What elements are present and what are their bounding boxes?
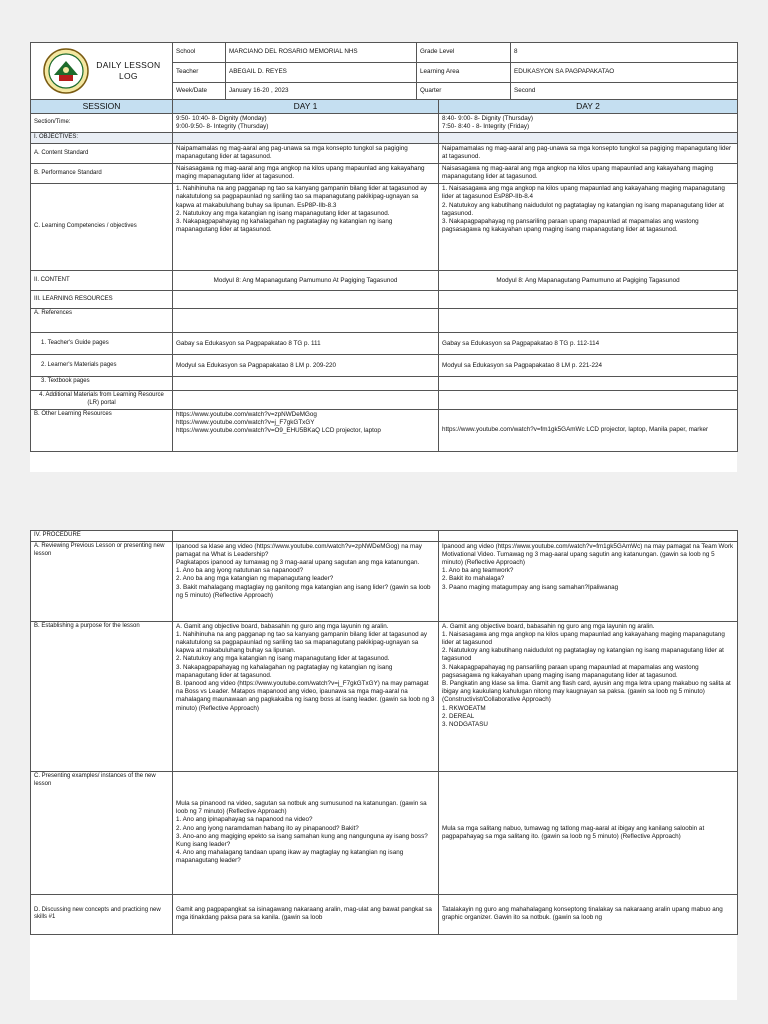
performance-standard-day1: Naisasagawa ng mag-aaral ang mga angkop na kilos upang mapaunlad ang kakayahang maging mapanagutang lider at tagasunod. [173, 164, 439, 184]
content-standard-label: A. Content Standard [31, 144, 173, 164]
objectives-day2 [439, 133, 738, 144]
purpose-line: 2. Natutukoy ang mga katangian ng isang mapanagutang lider at tagasunod. [176, 655, 390, 663]
quarter-value: Second [511, 83, 738, 100]
quarter-label: Quarter [417, 83, 511, 100]
review-line: 3. Bakit mahalagang magtaglay ng ganitong mga katangian ang isang lider? (gawin sa loob ng 5 minuto) (Reflective Approach) [176, 583, 431, 599]
competency-item: 3. Nakapagpapahayag ng pansariling paraan upang mapaunlad at mapamalas ang wastong pagsasagawa ng kakayahan upang maging isang mapanagutang lider at tagasunod. [442, 217, 699, 234]
competency-item: 2. Natutukoy ang mga katangian ng isang mapanagutang lider at tagasunod. [176, 209, 390, 217]
review-day1 [173, 541, 439, 621]
content-standard-day1: Naipamamalas ng mag-aaral ang pag-unawa sa mga konsepto tungkol sa pagiging mapanagutang lider at tagasunod. [173, 144, 439, 164]
discussing-day1: Gamit ang pagpapangkat sa isinagawang nakaraang aralin, mag-ulat ang bawat pangkat sa mga itinakdang paksa para sa kanila. (gawin sa loob [173, 894, 439, 934]
section-time-day1-line: 9:00-9:50- 8- Integrity (Thursday) [176, 123, 269, 131]
review-line: 2. Ano ba ang mga katangian ng mapanagutang leader? [176, 575, 334, 583]
teachers-guide-label: 1. Teacher's Guide pages [31, 333, 173, 355]
review-line: Ipanood sa klase ang video (https://www.youtube.com/watch?v=zpNWDeMGog) na may pamagat na What is Leadership? [176, 542, 422, 558]
resource-link[interactable]: https://www.youtube.com/watch?v=j_F7gkGTxGY [176, 418, 315, 426]
references-label: A. References [31, 309, 173, 333]
additional-materials-day2 [439, 391, 738, 410]
review-line: Pagkatapos ipanood ay tumawag ng 3 mag-aaral upang sagutan ang mga katanungan. [176, 559, 420, 567]
grade-level-label: Grade Level [417, 43, 511, 63]
content-standard-day2: Naipamamalas ng mag-aaral ang pag-unawa sa mga konsepto tungkol sa pagiging mapanagutang lider at tagasunod. [439, 144, 738, 164]
lesson-log-page-2 [30, 530, 737, 1000]
document-title [96, 60, 160, 81]
examples-line: 1. Ano ang ipinapahayag sa napanood na video? [176, 816, 313, 824]
textbook-pages-day2 [439, 377, 738, 391]
learning-resources-heading: III. LEARNING RESOURCES [31, 291, 173, 309]
section-time-day1 [173, 114, 439, 133]
purpose-line: 3. Nakapagpapahayag ng kahalagahan ng pagtataglay ng katangian ng isang mapanagutang lider at tagasunod. [176, 663, 393, 679]
review-line: 2. Bakit ito mahalaga? [442, 575, 505, 583]
competencies-day1 [173, 184, 439, 271]
purpose-line: A. Gamit ang objective board, babasahin ng guro ang mga layunin ng aralin. [442, 622, 655, 630]
learning-area-label: Learning Area [417, 63, 511, 83]
references-day2 [439, 309, 738, 333]
purpose-line: 3. NODGATASU [442, 720, 488, 728]
examples-line: 2. Ano ang iyong naramdaman habang ito ay pinapanood? Bakit? [176, 824, 359, 832]
purpose-line: 2. DEREAL [442, 712, 475, 720]
learning-area-value: EDUKASYON SA PAGPAPAKATAO [511, 63, 738, 83]
competency-item: 3. Nakapagpapahayag ng kahalagahan ng pagtataglay ng katangian ng isang mapanagutang lider at tagasunod. [176, 217, 393, 234]
purpose-line: 1. Naisasagawa ang mga angkop na kilos upang mapaunlad ang kakayahang maging mapanagutang lider at tagasunod [442, 630, 725, 647]
grade-level-value: 8 [511, 43, 738, 63]
day1-column-header: DAY 1 [173, 100, 439, 114]
competency-item: 1. Nahihinuha na ang pagganap ng tao sa kanyang gampanin bilang lider at tagasunod ay nakatutulong sa pagpapaunlad ng sariling tao sa mapanagutang pakikipag-ugnayan sa kapwa at makabuluhang buhay sa lipunan. EsP8P-IIb-8.3 [176, 185, 428, 209]
learners-materials-label: 2. Learner's Materials pages [31, 355, 173, 377]
examples-line: 3. Ano-ano ang magiging epekto sa isang samahan kung ang nangunguna ay isang boss? Kung isang leader? [176, 832, 428, 848]
procedure-table [30, 530, 738, 935]
examples-line: 4. Ano ang mahalagang tandaan upang ikaw ay magtaglay ng katangian ng isang mapanagutang leader? [176, 849, 404, 865]
procedure-day1 [173, 531, 439, 542]
teacher-label: Teacher [173, 63, 226, 83]
review-label: A. Reviewing Previous Lesson or presenting new lesson [31, 541, 173, 621]
purpose-line: 2. Natutukoy ang kabutihang naidudulot ng pagtataglay ng katangian ng isang mapanagutang lider at tagasunod [442, 647, 724, 663]
purpose-day2 [439, 621, 738, 771]
review-line: 1. Ano ba ang iyong natutunan sa napanood? [176, 567, 304, 575]
section-time-label: Section/Time: [31, 114, 173, 133]
other-resources-day1 [173, 409, 439, 451]
discussing-day2: Tatalakayin ng guro ang mahahalagang konseptong tinalakay sa nakaraang aralin upang mabuo ang graphic organizer. Gawin ito sa notbuk. (gawin sa loob ng [439, 894, 738, 934]
procedure-day2 [439, 531, 738, 542]
resource-link[interactable]: https://www.youtube.com/watch?v=O9_EHU5BKaQ LCD projector, laptop [176, 427, 381, 435]
week-date-value: January 16-20 , 2023 [226, 83, 417, 100]
content-label: II. CONTENT [31, 271, 173, 291]
section-time-day2-line: 8:40- 9:00- 8- Dignity (Thursday) [442, 115, 533, 123]
purpose-label: B. Establishing a purpose for the lesson [31, 621, 173, 771]
resource-link[interactable]: https://www.youtube.com/watch?v=zpNWDeMGog [176, 410, 317, 418]
discussing-label: D. Discussing new concepts and practicing new skills #1 [31, 894, 173, 934]
learners-materials-day1: Modyul sa Edukasyon sa Pagpapakatao 8 LM p. 209-220 [173, 355, 439, 377]
teachers-guide-day2: Gabay sa Edukasyon sa Pagpapakatao 8 TG p. 112-114 [439, 333, 738, 355]
teacher-value: ABEGAIL D. REYES [226, 63, 417, 83]
examples-day1 [173, 771, 439, 894]
session-column-header: SESSION [31, 100, 173, 114]
review-line: Ipanood ang video (https://www.youtube.com/watch?v=fm1gk5GAmWc) na may pamagat na Team Work Motivational Video. Tumawag ng 3 mag-aaral upang sagutin ang katanungan. (gawin sa loob ng 5 minuto) (Reflective Approach) [442, 542, 734, 567]
purpose-line: 1. RKWOEATM [442, 704, 486, 712]
section-time-day2-line: 7:50- 8:40 - 8- Integrity (Friday) [442, 123, 530, 131]
examples-label: C. Presenting examples/ instances of the new lesson [31, 771, 173, 894]
references-day1 [173, 309, 439, 333]
purpose-line: A. Gamit ang objective board, babasahin ng guro ang mga layunin ng aralin. [176, 622, 389, 630]
review-line: 1. Ano ba ang teamwork? [442, 567, 514, 575]
additional-materials-day1 [173, 391, 439, 410]
textbook-pages-label: 3. Textbook pages [31, 377, 173, 391]
purpose-line: B. Ipanood ang video (https://www.youtube.com/watch?v=j_F7gkGTxGY) na may pamagat na Boss vs Leader. Matapos mapanood ang video, ipaunawa sa mga mag-aaral na mahalagang maunawaan ang pagkakaiba ng isang boss at isang leader. (gawin sa loob ng 3 minuto) (Reflective Approach) [176, 680, 435, 712]
procedure-heading: IV. PROCEDURE [31, 531, 173, 542]
lesson-table [30, 99, 738, 452]
header-table [30, 42, 738, 100]
school-value: MARCIANO DEL ROSARIO MEMORIAL NHS [226, 43, 417, 63]
examples-day2: Mula sa mga salitang nabuo, tumawag ng tatlong mag-aaral at ibigay ang kanilang saloobin at pagpapahayag sa mga salitang ito. (gawin sa loob ng 5 minuto) (Reflective Approach) [439, 771, 738, 894]
teachers-guide-day1: Gabay sa Edukasyon sa Pagpapakatao 8 TG p. 111 [173, 333, 439, 355]
content-day1: Modyul 8: Ang Mapanagutang Pamumuno At Pagiging Tagasunod [173, 271, 439, 291]
objectives-heading: I. OBJECTIVES: [31, 133, 173, 144]
title-line-2: LOG [118, 71, 138, 81]
competencies-label: C. Learning Competencies / objectives [31, 184, 173, 271]
examples-line: Mula sa pinanood na video, sagutan sa notbuk ang sumusunod na katanungan. (gawin sa loob ng 7 minuto) (Reflective Approach) [176, 800, 427, 816]
objectives-day1 [173, 133, 439, 144]
school-seal-logo [43, 48, 89, 94]
purpose-line: 1. Nahihinuha na ang pagganap ng tao sa kanyang gampanin bilang lider at tagasunod ay nakatutulong sa pagpapaunlad ng sariling tao sa mapanagutang pakikipag-ugnayan sa kapwa at makabuluhang buhay sa lipunan. [176, 630, 428, 655]
performance-standard-day2: Naisasagawa ng mag-aaral ang mga angkop na kilos upang mapaunlad ang kakayahang maging mapanagutang lider at tagasunod. [439, 164, 738, 184]
resources-day1 [173, 291, 439, 309]
title-line-1: DAILY LESSON [96, 60, 161, 71]
other-resources-label: B. Other Learning Resources [31, 409, 173, 451]
competency-item: 2. Natutukoy ang kabutihang naidudulot ng pagtataglay ng katangian ng isang mapanagutang lider at tagasunod. [442, 201, 724, 217]
performance-standard-label: B. Performance Standard [31, 164, 173, 184]
purpose-line: B. Pangkatin ang klase sa lima. Gamit ang flash card, ayusin ang mga letra upang makabuo ng salita at ibigay ang kaukulang kahulugan nitong may kaugnayan sa paksa. (gawin sa loob ng 5 minuto) (Constructivist/Collaborative Approach) [442, 680, 731, 704]
resources-day2 [439, 291, 738, 309]
school-label: School [173, 43, 226, 63]
week-date-label: Week/Date [173, 83, 226, 100]
competency-item: 1. Naisasagawa ang mga angkop na kilos upang mapaunlad ang kakayahang maging mapanagutang lider at tagasunod EsP8P-IIb-8.4 [442, 185, 725, 201]
purpose-day1 [173, 621, 439, 771]
lesson-log-page-1 [30, 42, 737, 472]
day2-column-header: DAY 2 [439, 100, 738, 114]
other-resources-day2[interactable]: https://www.youtube.com/watch?v=fm1gk5GAmWc LCD projector, laptop, Manila paper, marker [439, 409, 738, 451]
learners-materials-day2: Modyul sa Edukasyon sa Pagpapakatao 8 LM p. 221-224 [439, 355, 738, 377]
textbook-pages-day1 [173, 377, 439, 391]
section-time-day2 [439, 114, 738, 133]
content-day2: Modyul 8: Ang Mapanagutang Pamumuno at Pagiging Tagasunod [439, 271, 738, 291]
additional-materials-label: 4. Additional Materials from Learning Resource (LR) portal [31, 391, 173, 410]
logo-cell [31, 43, 173, 100]
review-day2 [439, 541, 738, 621]
section-time-day1-line: 9:50- 10:40- 8- Dignity (Monday) [176, 115, 267, 123]
purpose-line: 3. Nakapagpapahayag ng pansariling paraan upang mapaunlad at mapamalas ang wastong pagsasagawa ng kakayahan upang maging isang mapanagutang lider at tagasunod. [442, 663, 699, 679]
competencies-day2 [439, 184, 738, 271]
review-line: 3. Paano maging matagumpay ang isang samahan?Ipaliwanag [442, 583, 619, 591]
